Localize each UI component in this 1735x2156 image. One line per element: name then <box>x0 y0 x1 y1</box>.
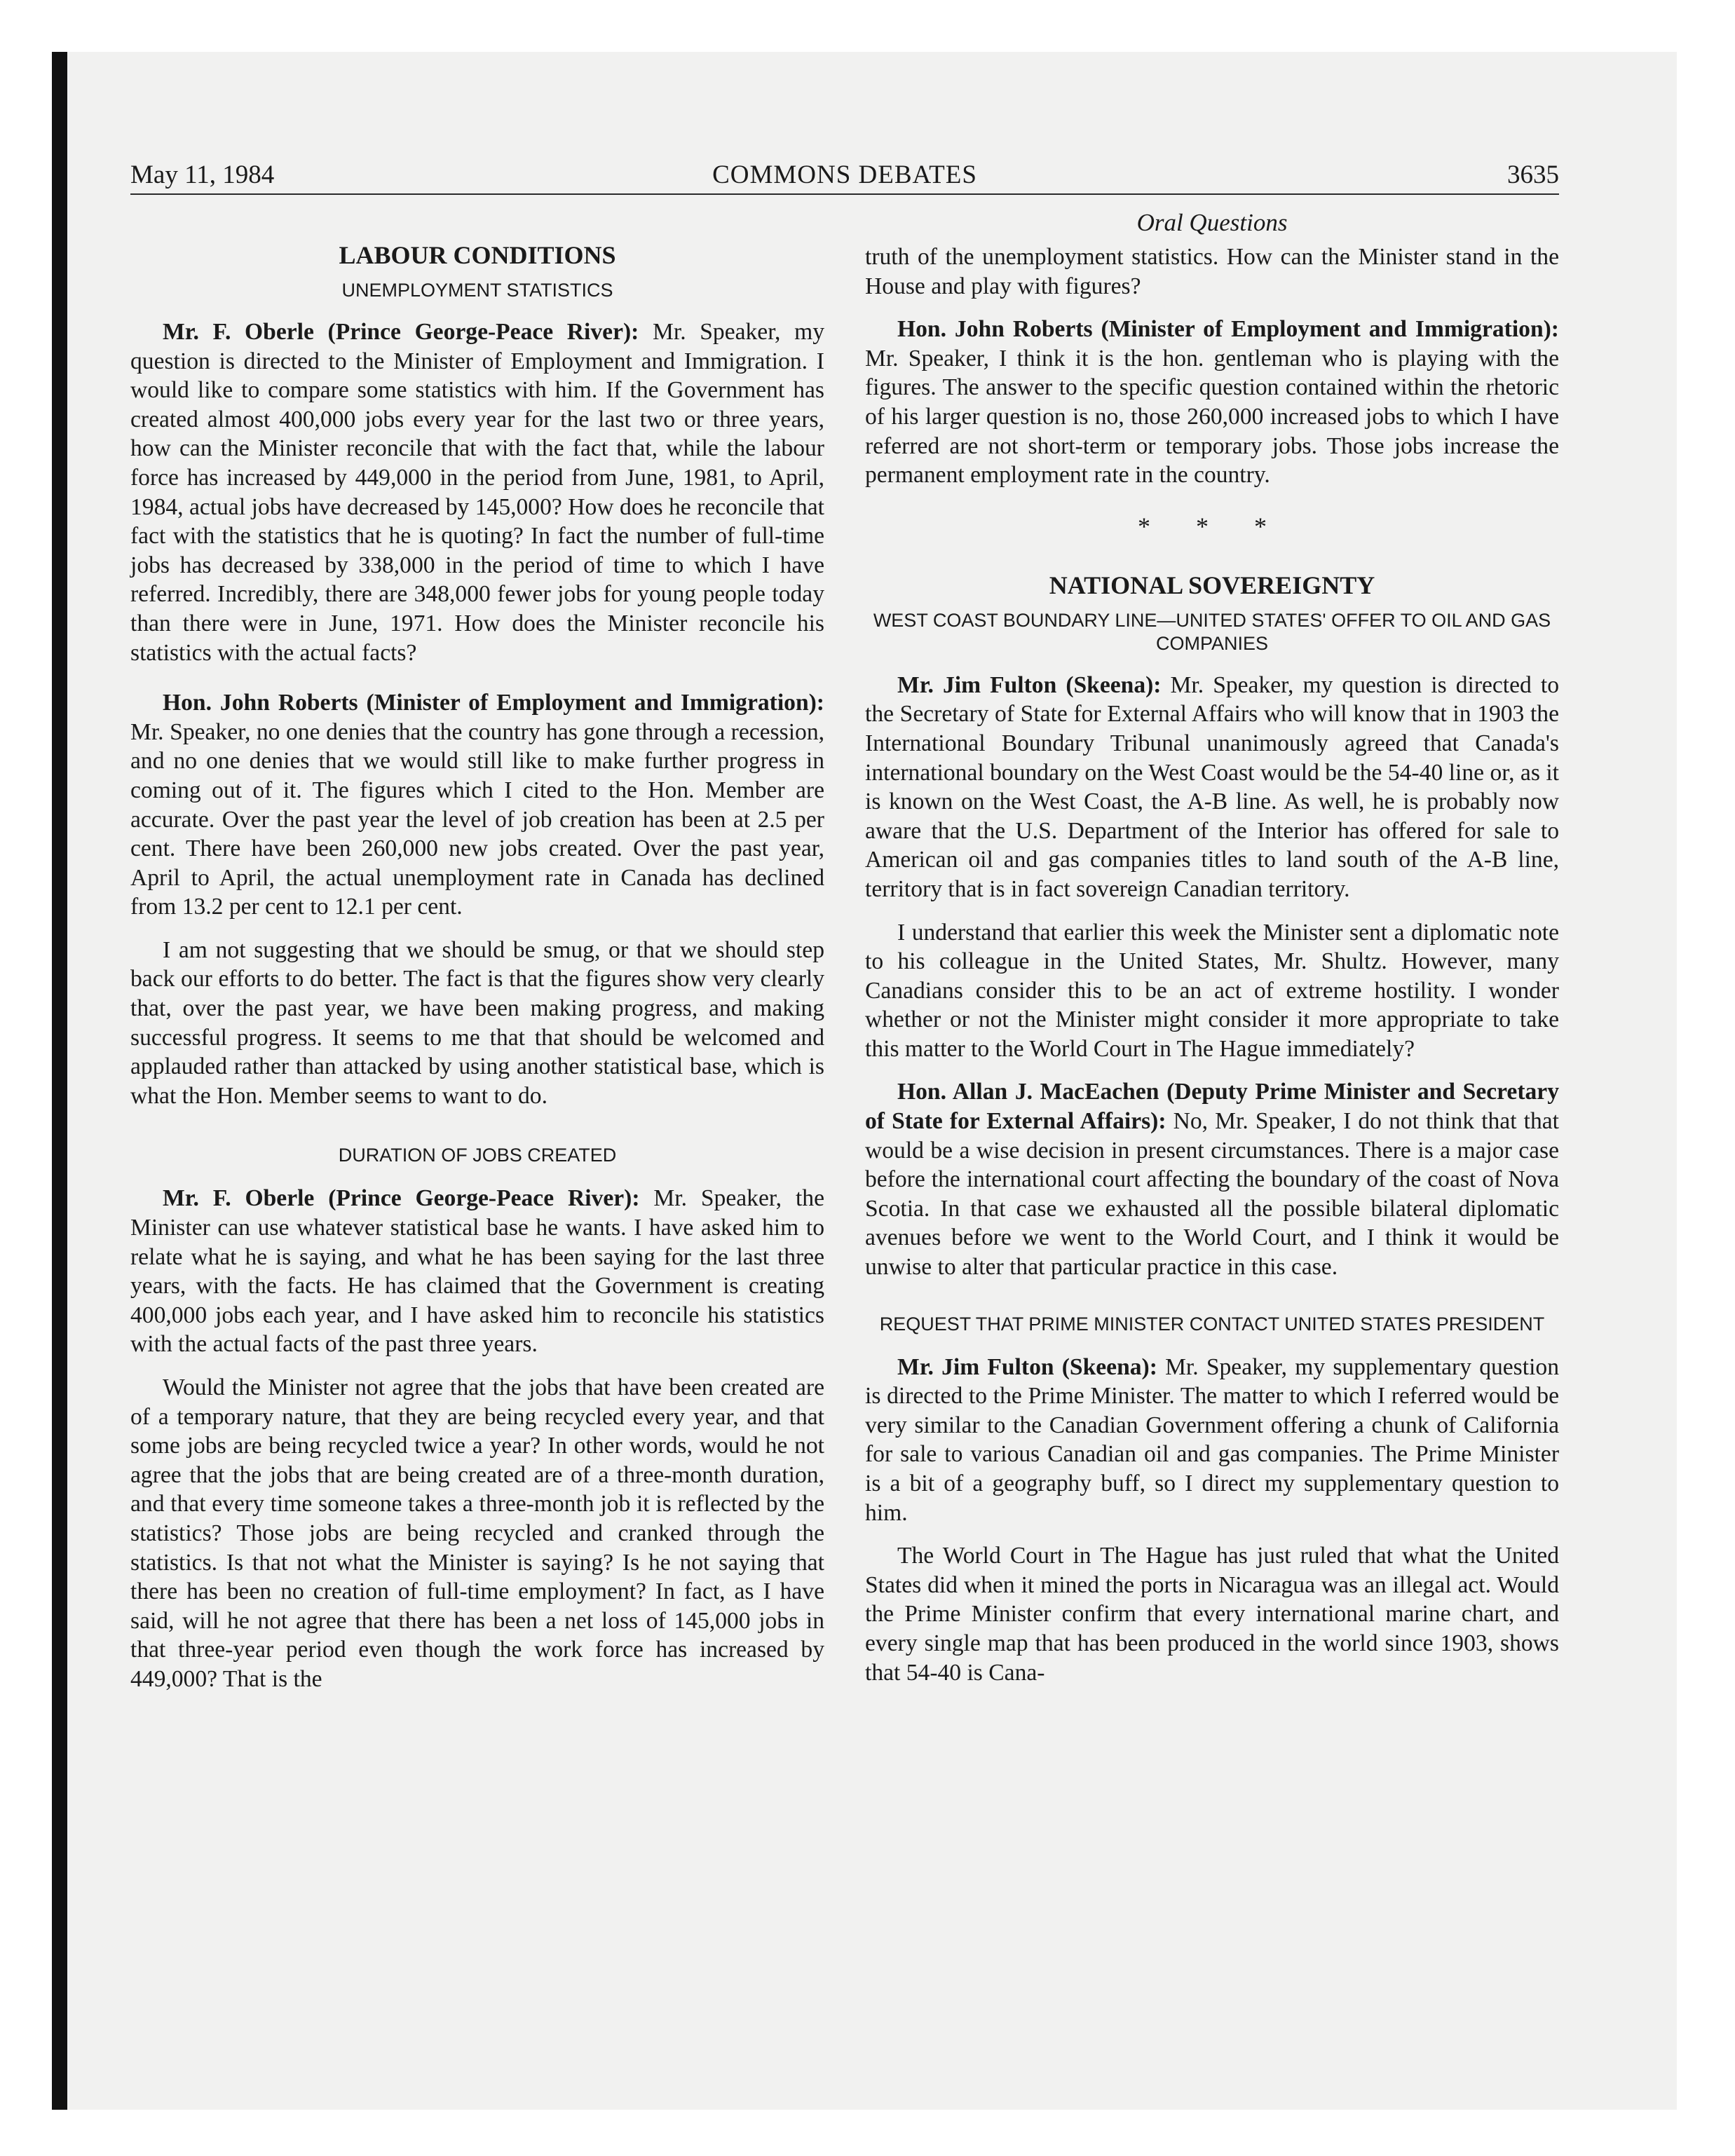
speech-text: Mr. Speaker, my question is directed to the Secretary of State for External Affairs who will know that in 1903 the International Boundary Tribunal unanimously agreed that Canada's international boundary on the West Coast would be the 54-40 line or, as it is known on the West Coast, the A-B line. As well, he is probably now aware that the U.S. Department of the Interior has offered for sale to American oil and gas companies titles to land south of the A-B line, territory that is in fact sovereign Canadian territory. <box>865 671 1559 902</box>
speaker-name: Hon. John Roberts (Minister of Employment and Immigration): <box>897 316 1559 343</box>
scan-edge <box>52 52 67 2110</box>
subtitle-request-prime-minister: REQUEST THAT PRIME MINISTER CONTACT UNITED STATES PRESIDENT <box>879 1313 1545 1335</box>
header-date: May 11, 1984 <box>130 161 275 189</box>
header-page-number: 3635 <box>1507 161 1559 189</box>
speaker-name: Mr. F. Oberle (Prince George-Peace River): <box>163 319 639 345</box>
paragraph <box>865 671 1559 904</box>
page-header <box>130 158 1559 192</box>
running-title: Oral Questions <box>1136 209 1288 236</box>
subtitle-west-coast-boundary: WEST COAST BOUNDARY LINE—UNITED STATES' OFFER TO OIL AND GAS COMPANIES <box>873 609 1551 654</box>
paragraph <box>130 318 824 667</box>
speech-text: No, Mr. Speaker, I do not think that that would be a wise decision in present circumstances. There is a major case before the international court affecting the boundary of the coast of Nova Scotia. In that case we exhausted all the possible bilateral diplomatic avenues before we went to the World Court, and I think it would be unwise to alter that particular practice in this case. <box>865 1108 1559 1281</box>
speech-text: Mr. Speaker, the Minister can use whatever statistical base he wants. I have asked him to relate what he is saying, and what he has been saying for the last three years, with the facts. He has claimed that the Government is creating 400,000 jobs each year, and I have asked him to reconcile his statistics with the actual facts of the past three years. <box>130 1185 824 1358</box>
paragraph: I am not suggesting that we should be smug, or that we should step back our efforts to do better. The fact is that the figures show very clearly that, over the past year, we have been making progress, and making successful progress. It seems to me that that should be welcomed and applauded rather than attacked by using another statistical base, which is what the Hon. Member seems to want to do. <box>130 936 824 1109</box>
speech-text: Mr. Speaker, I think it is the hon. gentleman who is playing with the figures. The answer to the specific question contained within the rhetoric of his larger question is no, those 260,000 increased jobs to which I have referred are not short-term or temporary jobs. Those jobs increase the permanent employment rate in the country. <box>865 345 1559 489</box>
speaker-name: Hon. Allan J. MacEachen (Deputy Prime Minister and Secretary of State for External Affairs): <box>865 1079 1559 1135</box>
paragraph: The World Court in The Hague has just ruled that what the United States did when it mined the ports in Nicaragua was an illegal act. Would the Prime Minister confirm that every international marine chart, and every single map that has been produced in the world since 1903, shows that 54-40 is Cana- <box>865 1543 1559 1686</box>
paragraph: Would the Minister not agree that the jobs that have been created are of a temporary nature, that they are being recycled every year, and that some jobs are being recycled twice a year? In other words, would he not agree that the jobs that are being created are of a three-month duration, and that every time someone takes a three-month job it is reflected by the statistics? Those jobs are being recycled and cranked through the statistics. Is that not what the Minister is saying? Is he not saying that there has been no creation of full-time employment? In fact, as I have said, will he not agree that there has been a net loss of 145,000 jobs in that three-year period even though the work force has increased by 449,000? That is the <box>130 1374 824 1692</box>
left-column-top-spacer <box>130 207 824 240</box>
paragraph <box>865 315 1559 490</box>
header-rule <box>130 193 1559 195</box>
paragraph: truth of the unemployment statistics. How can the Minister stand in the House and play with figures? <box>865 244 1559 299</box>
left-column <box>130 207 824 1708</box>
section-title-national-sovereignty: NATIONAL SOVEREIGNTY <box>1049 571 1375 599</box>
paragraph <box>130 688 824 922</box>
speaker-name: Hon. John Roberts (Minister of Employment and Immigration): <box>163 690 824 716</box>
speech-text: Mr. Speaker, no one denies that the country has gone through a recession, and no one denies that we would still like to make further progress in coming out of it. The figures which I cited to the Hon. Member are accurate. Over the past year the level of job creation has been at 2.5 per cent. There have been 260,000 new jobs created. Over the past year, April to April, the actual unemployment rate in Canada has declined from 13.2 per cent to 12.1 per cent. <box>130 718 824 920</box>
subtitle-unemployment-statistics: UNEMPLOYMENT STATISTICS <box>341 280 613 301</box>
paragraph <box>130 1184 824 1359</box>
paragraph <box>865 1077 1559 1281</box>
speech-text: Mr. Speaker, my supplementary question is directed to the Prime Minister. The matter to which I referred would be very similar to the Canadian Government offering a chunk of California for sale to various Canadian oil and gas companies. The Prime Minister is a bit of a geography buff, so I direct my supplementary question to him. <box>865 1353 1559 1526</box>
speech-text: Mr. Speaker, my question is directed to the Minister of Employment and Immigration. I would like to compare some statistics with him. If the Government has created almost 400,000 jobs every year for the last two or three years, how can the Minister reconcile that with the fact that, while the labour force has increased by 449,000 in the period from June, 1981, to April, 1984, actual jobs have decreased by 145,000? How does he reconcile that fact with the statistics that he is quoting? In fact the number of full-time jobs has decreased by 338,000 in the period of time to which I have referred. Incredibly, there are 348,000 fewer jobs for young people today than there were in June, 1971. How does the Minister reconcile his statistics with the actual facts? <box>130 319 824 666</box>
section-separator: * * * <box>1138 512 1286 540</box>
right-column <box>865 207 1559 1701</box>
speaker-name: Mr. Jim Fulton (Skeena): <box>897 1353 1157 1380</box>
paragraph <box>865 1353 1559 1528</box>
speaker-name: Mr. F. Oberle (Prince George-Peace River): <box>163 1185 640 1212</box>
speaker-name: Mr. Jim Fulton (Skeena): <box>897 671 1162 698</box>
header-publication: COMMONS DEBATES <box>712 161 977 189</box>
section-title-labour-conditions: LABOUR CONDITIONS <box>339 241 616 269</box>
paragraph: I understand that earlier this week the Minister sent a diplomatic note to his colleague in the United States, Mr. Shultz. However, many Canadians consider this to be an act of extreme hostility. I wonder whether or not the Minister might consider it more appropriate to take this matter to the World Court in The Hague immediately? <box>865 919 1559 1062</box>
subtitle-duration-of-jobs: DURATION OF JOBS CREATED <box>338 1145 617 1166</box>
